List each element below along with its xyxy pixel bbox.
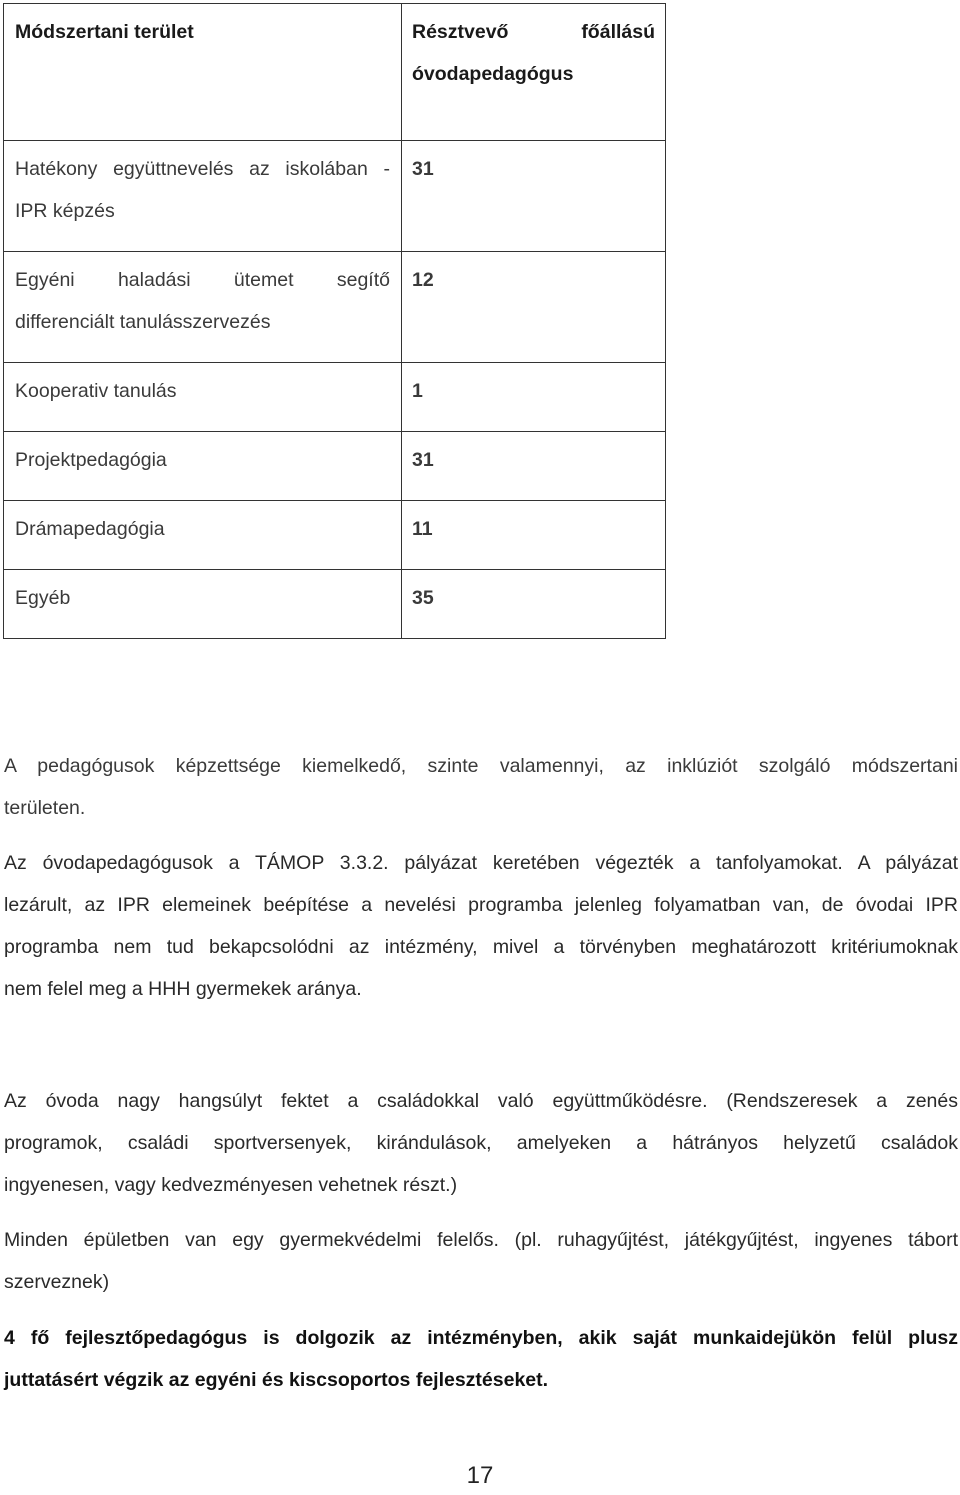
- header-participants-line2: óvodapedagógus: [412, 63, 574, 85]
- paragraph-line: 4 fő fejlesztőpedagógus is dolgozik az intézményben, akik saját munkaidejükön felül plusz: [4, 1327, 958, 1349]
- paragraph-line: Az óvodapedagógusok a TÁMOP 3.3.2. pályázat keretében végezték a tanfolyamokat. A pályázat: [4, 852, 958, 874]
- table-cell-method: Kooperativ tanulás: [4, 363, 402, 432]
- paragraph-child-protection: [4, 1219, 958, 1303]
- paragraph-line: programok, családi sportversenyek, kirándulások, amelyeken a hátrányos helyzetű családok: [4, 1132, 958, 1154]
- method-label-line1: Hatékony együttnevelés az iskolában -: [15, 158, 390, 180]
- paragraph-family-cooperation: [4, 1080, 958, 1206]
- table-cell-count: 35: [402, 570, 666, 639]
- paragraph-tamop: [4, 842, 958, 1010]
- table-row: [4, 432, 666, 501]
- table-cell-method: Drámapedagógia: [4, 501, 402, 570]
- paragraph-qualifications: [4, 745, 958, 829]
- paragraph-line: juttatásért végzik az egyéni és kiscsoportos fejlesztéseket.: [4, 1369, 549, 1391]
- table-cell-count: 31: [402, 141, 666, 252]
- methods-table: [3, 3, 666, 639]
- paragraph-line: programba nem tud bekapcsolódni az intézmény, mivel a törvényben meghatározott kritériumoknak: [4, 936, 958, 958]
- table-cell-method: Projektpedagógia: [4, 432, 402, 501]
- header-method-area-label: Módszertani terület: [15, 21, 194, 43]
- table-cell-count: 31: [402, 432, 666, 501]
- paragraph-line: Minden épületben van egy gyermekvédelmi felelős. (pl. ruhagyűjtést, játékgyűjtést, ingyenes tábort: [4, 1229, 958, 1251]
- paragraph-development-teachers: [4, 1317, 958, 1401]
- table-cell-method: Egyéb: [4, 570, 402, 639]
- paragraph-line: nem felel meg a HHH gyermekek aránya.: [4, 978, 362, 1000]
- table-cell-method: [4, 252, 402, 363]
- table-row: [4, 252, 666, 363]
- header-participants-line1: Résztvevő főállású: [412, 21, 655, 43]
- paragraph-line: A pedagógusok képzettsége kiemelkedő, szinte valamennyi, az inklúziót szolgáló módszertani: [4, 755, 958, 777]
- table-row: [4, 141, 666, 252]
- table-cell-count: 11: [402, 501, 666, 570]
- table-cell-method: [4, 141, 402, 252]
- paragraph-line: Az óvoda nagy hangsúlyt fektet a családokkal való együttműködésre. (Rendszeresek a zenés: [4, 1090, 958, 1112]
- table-row: [4, 501, 666, 570]
- method-label-line2: differenciált tanulásszervezés: [15, 311, 271, 333]
- table-row: [4, 570, 666, 639]
- table-cell-count: 1: [402, 363, 666, 432]
- header-cell-method-area: [4, 4, 402, 141]
- paragraph-line: lezárult, az IPR elemeinek beépítése a nevelési programba jelenleg folyamatban van, de óvodai IPR: [4, 894, 958, 916]
- table-cell-count: 12: [402, 252, 666, 363]
- page-number: 17: [466, 1462, 494, 1489]
- paragraph-line: területen.: [4, 797, 86, 819]
- paragraph-line: szerveznek): [4, 1271, 110, 1293]
- header-cell-participants: [402, 4, 666, 141]
- method-label-line2: IPR képzés: [15, 200, 115, 222]
- paragraph-line: ingyenesen, vagy kedvezményesen vehetnek részt.): [4, 1174, 458, 1196]
- method-label-line1: Egyéni haladási ütemet segítő: [15, 269, 390, 291]
- table-row: [4, 363, 666, 432]
- table-header-row: [4, 4, 666, 141]
